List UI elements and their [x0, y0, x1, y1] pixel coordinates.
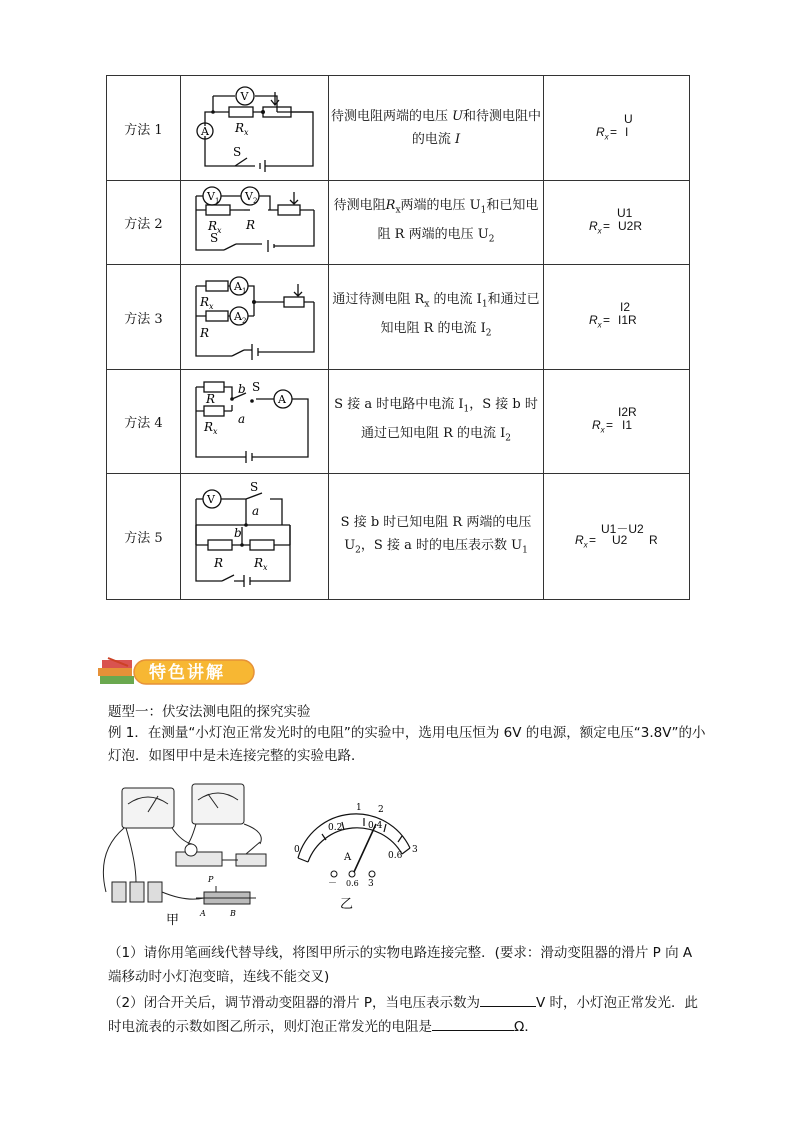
- table-row: [107, 181, 690, 265]
- rx-label: $R_x$: [207, 218, 222, 235]
- voltmeter-label: V: [206, 492, 215, 506]
- a-label: a: [251, 503, 259, 518]
- banner-text: 特色讲解: [149, 663, 225, 683]
- method-name: 方法 2: [107, 181, 181, 265]
- rx-label: $R_x$: [253, 555, 268, 572]
- figure-jia: [96, 782, 278, 928]
- example-line-2: 灯泡．如图甲中是未连接完整的实验电路．: [108, 748, 365, 764]
- method-formula: I2R $R_x$ = I1: [544, 370, 690, 474]
- voltage-blank[interactable]: [480, 992, 536, 1007]
- scale-2: 2: [378, 805, 384, 815]
- table-row: [107, 474, 690, 600]
- a-label: a: [237, 411, 245, 426]
- method-formula: U $R_x$ = I: [544, 76, 690, 181]
- q2-line-2: 时电流表的示数如图乙所示，则灯泡正常发光的电阻是 Ω．: [108, 1016, 538, 1039]
- method-name: 方法 5: [107, 474, 181, 600]
- label-yi: 乙: [340, 897, 354, 912]
- circuit-2-svg: [190, 182, 320, 260]
- switch-label: S: [232, 145, 241, 159]
- example-line-1: 例 1．在测量“小灯泡正常发光时的电阻”的实验中，选用电压恒为 6V 的电源，额定电压“3.8V”的小: [108, 725, 706, 741]
- b-label: b: [237, 381, 246, 396]
- scale-3: 3: [412, 845, 418, 855]
- ammeter-label: A: [200, 125, 209, 138]
- scale-1: 1: [356, 803, 362, 813]
- label-jia: 甲: [166, 913, 180, 928]
- q2-line-1: （2）闭合开关后，调节滑动变阻器的滑片 P，当电压表示数为 V 时，小灯泡正常发光．此: [108, 992, 698, 1015]
- method-name: 方法 4: [107, 370, 181, 474]
- circuit-diagram-3: [181, 265, 329, 370]
- b-label: b: [233, 525, 242, 540]
- end-a-label: A: [200, 909, 206, 918]
- scale-02: 0.2: [328, 823, 343, 833]
- section-title: 题型一：伏安法测电阻的探究实验: [108, 704, 311, 720]
- circuit-diagram-1: [181, 76, 329, 181]
- figure-yi: [284, 800, 424, 912]
- method-desc: S 接 a 时电路中电流 $I_1$，S 接 b 时通过已知电阻 R 的电流 $I_2$: [329, 370, 544, 474]
- a2-label: $A_2$: [233, 310, 246, 325]
- method-formula: U1 $R_x$ = U2R: [544, 181, 690, 265]
- table-row: [107, 265, 690, 370]
- v2-label: $V_2$: [244, 189, 257, 205]
- method-desc: 通过待测电阻 $R_x$ 的电流 $I_1$和通过已知电阻 R 的电流 $I_2$: [329, 265, 544, 370]
- table-row: [107, 76, 690, 181]
- end-b-label: B: [230, 909, 236, 918]
- r-label: R: [213, 555, 223, 570]
- rx-label: $R_x$: [199, 295, 214, 311]
- switch-label: S: [251, 379, 260, 394]
- circuit-1-svg: [195, 78, 315, 174]
- circuit-5-svg: [190, 481, 320, 589]
- scale-06: 0.6: [388, 851, 403, 861]
- scale-0: 0: [294, 845, 300, 855]
- methods-table: [106, 75, 690, 600]
- rx-label: $R_x$: [234, 121, 249, 137]
- terminal-06: 0.6: [346, 879, 359, 888]
- a1-label: $A_1$: [233, 280, 246, 295]
- voltmeter-label: V: [240, 90, 248, 103]
- q1-line-2: 端移动时小灯泡变暗，连线不能交叉): [108, 969, 330, 985]
- switch-label: S: [249, 480, 258, 494]
- circuit-3-svg: [190, 268, 320, 362]
- scale-04: 0.4: [368, 821, 383, 831]
- v1-label: $V_1$: [206, 189, 219, 205]
- method-name: 方法 3: [107, 265, 181, 370]
- circuit-diagram-4: [181, 370, 329, 474]
- circuit-4-svg: [190, 373, 320, 467]
- section-banner: [94, 654, 259, 694]
- r-label: R: [205, 391, 215, 406]
- rx-label: $R_x$: [203, 419, 218, 436]
- circuit-diagram-5: [181, 474, 329, 600]
- method-name: 方法 1: [107, 76, 181, 181]
- meter-unit-a: A: [344, 852, 352, 863]
- method-desc: 待测电阻$R_x$两端的电压 $U_1$和已知电阻 R 两端的电压 $U_2$: [329, 181, 544, 265]
- circuit-diagram-2: [181, 181, 329, 265]
- table-row: [107, 370, 690, 474]
- ammeter-label: A: [277, 392, 286, 406]
- q1-line-1: （1）请你用笔画线代替导线，将图甲所示的实物电路连接完整．(要求：滑动变阻器的滑片 P 向 A: [108, 945, 693, 961]
- r-label: R: [199, 326, 209, 340]
- method-desc: S 接 b 时已知电阻 R 两端的电压 $U_2$，S 接 a 时的电压表示数 $U_1$: [329, 474, 544, 600]
- banner-svg: [94, 654, 259, 690]
- terminal-minus: －: [328, 879, 338, 889]
- slider-p-label: P: [208, 875, 214, 884]
- method-desc: 待测电阻两端的电压 U和待测电阻中的电流 I: [329, 76, 544, 181]
- method-formula: U1－U2 $R_x$ = U2 R: [544, 474, 690, 600]
- r-label: R: [245, 217, 255, 232]
- resistance-blank[interactable]: [432, 1016, 514, 1031]
- switch-label: S: [209, 230, 218, 245]
- terminal-3: 3: [368, 879, 374, 889]
- method-formula: I2 $R_x$ = I1R: [544, 265, 690, 370]
